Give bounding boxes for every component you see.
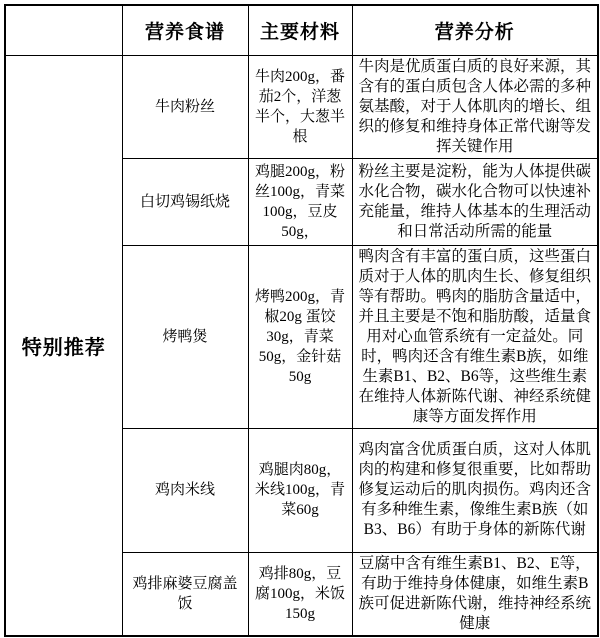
analysis-cell: 鸡肉富含优质蛋白质，这对人体肌肉的构建和修复很重要，比如帮助修复运动后的肌肉损伤。鸡肉还含有多种维生素，像维生素B族（如B3、B6）有助于身体的新陈代谢: [352, 428, 598, 552]
ingredients-cell: 鸡排80g，豆腐100g，米饭150g: [248, 552, 352, 636]
analysis-cell: 粉丝主要是淀粉，能为人体提供碳水化合物，碳水化合物可以快速补充能量，维持人体基本的生理活动和日常活动所需的能量: [352, 158, 598, 245]
header-row: [5, 5, 598, 55]
analysis-cell: 豆腐中含有维生素B1、B2、E等，有助于维持身体健康，如维生素B族可促进新陈代谢，维持神经系统健康: [352, 552, 598, 636]
recipe-cell: 牛肉粉丝: [122, 55, 248, 158]
table-row: [5, 55, 598, 158]
nutrition-table: [4, 4, 599, 637]
ingredients-cell: 鸡腿肉80g，米线100g，青菜60g: [248, 428, 352, 552]
header-analysis: 营养分析: [352, 5, 598, 55]
recipe-cell: 鸡排麻婆豆腐盖饭: [122, 552, 248, 636]
header-material: 主要材料: [248, 5, 352, 55]
header-recipe: 营养食谱: [122, 5, 248, 55]
header-category: [5, 5, 122, 55]
analysis-cell: 牛肉是优质蛋白质的良好来源，其含有的蛋白质包含人体必需的多种氨基酸，对于人体肌肉的增长、组织的修复和维持身体正常代谢等发挥关键作用: [352, 55, 598, 158]
analysis-cell: 鸭肉含有丰富的蛋白质，这些蛋白质对于人体的肌肉生长、修复组织等有帮助。鸭肉的脂肪含量适中，并且主要是不饱和脂肪酸，适量食用对心血管系统有一定益处。同时，鸭肉还含有维生素B族，如维生素B1、B2、B6等，这些维生素在维持人体新陈代谢、神经系统健康等方面发挥作用: [352, 245, 598, 428]
ingredients-cell: 烤鸭200g，青椒20g 蛋饺30g，青菜50g，金针菇50g: [248, 245, 352, 428]
recipe-cell: 白切鸡锡纸烧: [122, 158, 248, 245]
ingredients-cell: 鸡腿200g，粉丝100g，青菜100g，豆皮50g，: [248, 158, 352, 245]
category-cell: 特别推荐: [5, 55, 122, 636]
recipe-cell: 鸡肉米线: [122, 428, 248, 552]
ingredients-cell: 牛肉200g，番茄2个，洋葱半个，大葱半根: [248, 55, 352, 158]
recipe-cell: 烤鸭煲: [122, 245, 248, 428]
